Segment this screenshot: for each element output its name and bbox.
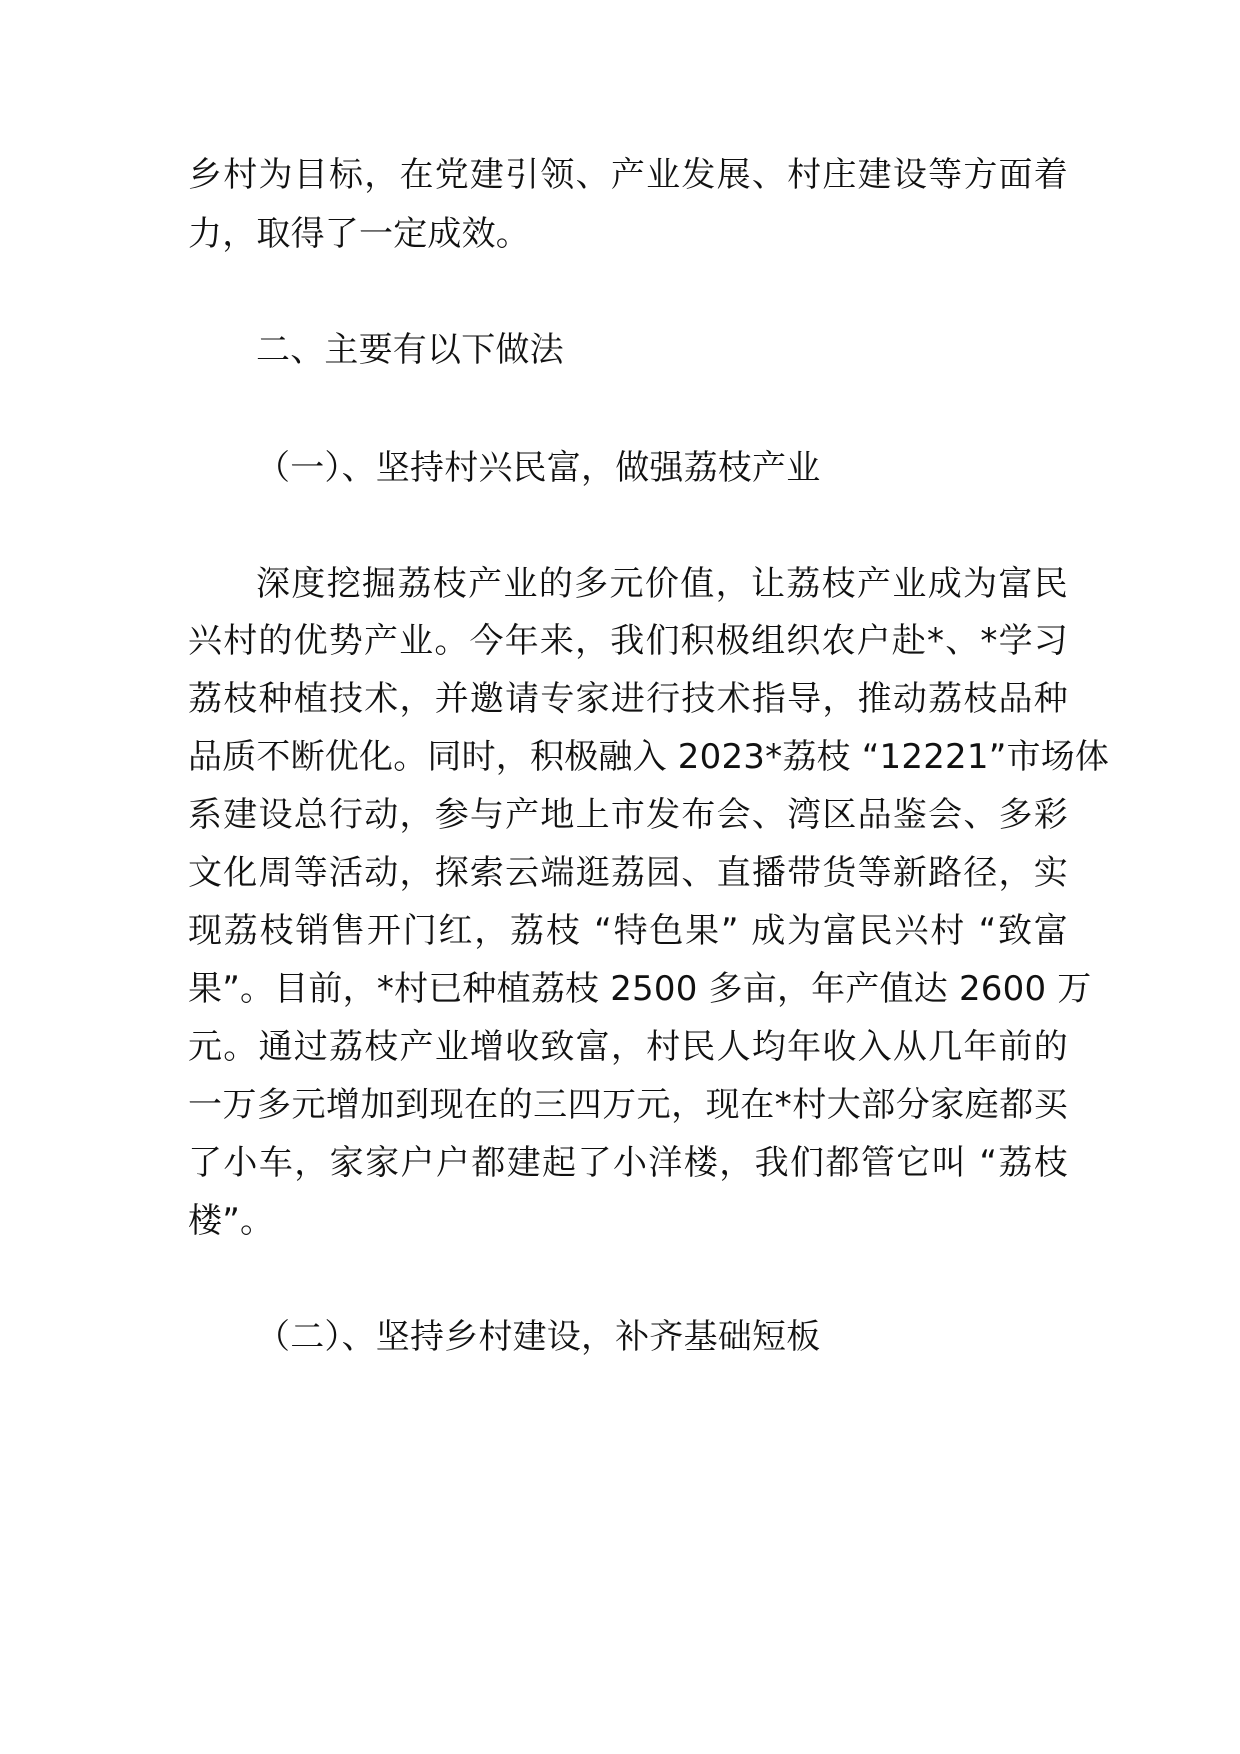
paragraph-line: 元。通过荔枝产业增收致富，村民人均年收入从几年前的 <box>188 1027 1068 1067</box>
paragraph-line: 深度挖掘荔枝产业的多元价值，让荔枝产业成为富民 <box>256 564 1068 604</box>
paragraph-line: 楼”。 <box>188 1201 275 1241</box>
paragraph-line: 荔枝种植技术，并邀请专家进行技术指导，推动荔枝品种 <box>188 679 1068 719</box>
intro-line-1: 乡村为目标，在党建引领、产业发展、村庄建设等方面着 <box>188 155 1068 195</box>
paragraph-line: 现荔枝销售开门红，荔枝 “特色果” 成为富民兴村 “致富 <box>188 911 1068 951</box>
paragraph-line: 兴村的优势产业。今年来，我们积极组织农户赴*、*学习 <box>188 621 1068 661</box>
paragraph-line: 一万多元增加到现在的三四万元，现在*村大部分家庭都买 <box>188 1085 1068 1125</box>
paragraph-line: 了小车，家家户户都建起了小洋楼，我们都管它叫 “荔枝 <box>188 1143 1068 1183</box>
subsection-2-heading: （二）、坚持乡村建设，补齐基础短板 <box>256 1317 821 1357</box>
subsection-1-heading: （一）、坚持村兴民富，做强荔枝产业 <box>256 448 821 488</box>
intro-line-2: 力，取得了一定成效。 <box>188 214 530 254</box>
paragraph-line: 品质不断优化。同时，积极融入 2023*荔枝 “12221”市场体 <box>188 737 1110 777</box>
paragraph-line: 系建设总行动，参与产地上市发布会、湾区品鉴会、多彩 <box>188 795 1068 835</box>
paragraph-line: 文化周等活动，探索云端逛荔园、直播带货等新路径，实 <box>188 853 1068 893</box>
paragraph-line: 果”。目前，*村已种植荔枝 2500 多亩，年产值达 2600 万 <box>188 969 1092 1009</box>
section-heading: 二、主要有以下做法 <box>256 330 564 370</box>
